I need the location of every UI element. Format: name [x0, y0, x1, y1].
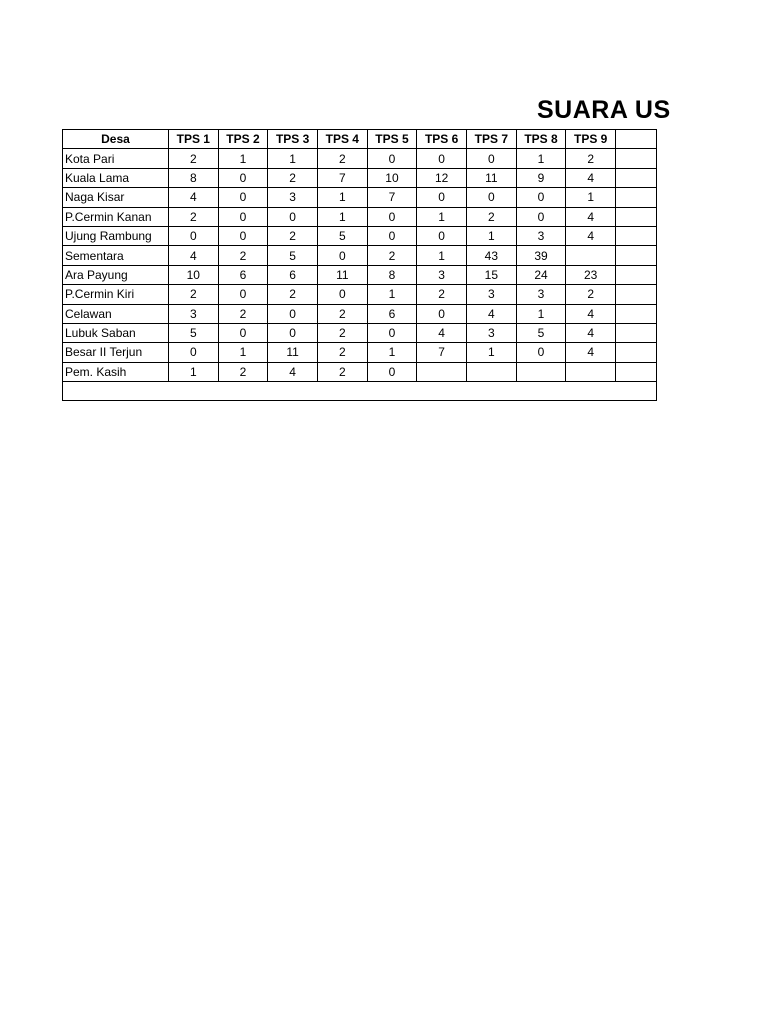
- cell-tps-5: 6: [367, 304, 417, 323]
- cell-desa: Kota Pari: [63, 149, 169, 168]
- cell-tps-3: 1: [268, 149, 318, 168]
- sheet-title: SUARA US: [537, 96, 671, 124]
- cell-tps-4: 2: [317, 323, 367, 342]
- cell-tps-5: 0: [367, 207, 417, 226]
- cell-tps-5: 0: [367, 323, 417, 342]
- table-row: [63, 149, 657, 168]
- cell-tps-6: 1: [417, 207, 467, 226]
- cell-tps-3: 11: [268, 343, 318, 362]
- cell-tps-6: 0: [417, 149, 467, 168]
- cell-tps-2: 1: [218, 343, 268, 362]
- cell-tps-4: 2: [317, 362, 367, 381]
- table-row: [63, 188, 657, 207]
- cell-tps-6: 0: [417, 226, 467, 245]
- cell-desa: Ara Payung: [63, 265, 169, 284]
- cell-tps-9: [566, 246, 616, 265]
- vote-table: [62, 129, 657, 401]
- cell-desa: Lubuk Saban: [63, 323, 169, 342]
- cell-tps-7: 3: [466, 323, 516, 342]
- cell-tps-8: 1: [516, 149, 566, 168]
- cell-tps-7: 1: [466, 343, 516, 362]
- cell-clipped: [616, 226, 657, 245]
- cell-tps-2: 0: [218, 188, 268, 207]
- cell-tps-3: 0: [268, 323, 318, 342]
- cell-tps-4: 7: [317, 168, 367, 187]
- cell-tps-7: 1: [466, 226, 516, 245]
- cell-desa: Pem. Kasih: [63, 362, 169, 381]
- cell-tps-9: 4: [566, 168, 616, 187]
- cell-tps-3: 4: [268, 362, 318, 381]
- cell-tps-8: 3: [516, 285, 566, 304]
- cell-tps-9: 4: [566, 207, 616, 226]
- cell-tps-6: 3: [417, 265, 467, 284]
- table-container: [62, 129, 657, 403]
- cell-tps-5: 0: [367, 226, 417, 245]
- cell-tps-4: 0: [317, 285, 367, 304]
- column-header-tps-5: TPS 5: [367, 130, 417, 149]
- cell-tps-3: 6: [268, 265, 318, 284]
- cell-tps-8: 5: [516, 323, 566, 342]
- column-header-tps-3: TPS 3: [268, 130, 318, 149]
- table-footer-row: [63, 382, 657, 401]
- table-row: [63, 362, 657, 381]
- cell-tps-2: 0: [218, 207, 268, 226]
- cell-tps-3: 2: [268, 226, 318, 245]
- cell-tps-4: 0: [317, 246, 367, 265]
- table-row: [63, 323, 657, 342]
- cell-tps-4: 1: [317, 207, 367, 226]
- cell-clipped: [616, 343, 657, 362]
- cell-tps-8: [516, 362, 566, 381]
- cell-tps-4: 2: [317, 343, 367, 362]
- column-header-tps-1: TPS 1: [168, 130, 218, 149]
- cell-tps-9: 23: [566, 265, 616, 284]
- cell-desa: P.Cermin Kiri: [63, 285, 169, 304]
- cell-tps-1: 0: [168, 343, 218, 362]
- column-header-tps-4: TPS 4: [317, 130, 367, 149]
- cell-clipped: [616, 285, 657, 304]
- column-header-tps-6: TPS 6: [417, 130, 467, 149]
- cell-clipped: [616, 265, 657, 284]
- cell-desa: Celawan: [63, 304, 169, 323]
- cell-tps-6: 4: [417, 323, 467, 342]
- cell-tps-7: [466, 362, 516, 381]
- cell-tps-1: 5: [168, 323, 218, 342]
- column-header-tps-9: TPS 9: [566, 130, 616, 149]
- cell-tps-4: 5: [317, 226, 367, 245]
- cell-desa: Sementara: [63, 246, 169, 265]
- cell-tps-2: 2: [218, 304, 268, 323]
- cell-tps-7: 43: [466, 246, 516, 265]
- cell-tps-6: [417, 362, 467, 381]
- table-body: [63, 149, 657, 401]
- cell-desa: Naga Kisar: [63, 188, 169, 207]
- cell-tps-3: 2: [268, 285, 318, 304]
- cell-tps-9: 4: [566, 304, 616, 323]
- cell-tps-7: 2: [466, 207, 516, 226]
- cell-desa: Ujung Rambung: [63, 226, 169, 245]
- cell-tps-6: 12: [417, 168, 467, 187]
- cell-clipped: [616, 168, 657, 187]
- cell-tps-4: 1: [317, 188, 367, 207]
- cell-tps-9: 4: [566, 323, 616, 342]
- table-row: [63, 246, 657, 265]
- cell-tps-7: 15: [466, 265, 516, 284]
- cell-tps-8: 9: [516, 168, 566, 187]
- cell-tps-1: 8: [168, 168, 218, 187]
- cell-tps-3: 3: [268, 188, 318, 207]
- cell-tps-6: 7: [417, 343, 467, 362]
- column-header-clipped: [616, 130, 657, 149]
- cell-tps-1: 1: [168, 362, 218, 381]
- cell-tps-9: 2: [566, 285, 616, 304]
- cell-clipped: [616, 149, 657, 168]
- cell-tps-8: 0: [516, 207, 566, 226]
- cell-clipped: [616, 207, 657, 226]
- cell-tps-5: 0: [367, 362, 417, 381]
- cell-tps-7: 0: [466, 149, 516, 168]
- cell-tps-1: 3: [168, 304, 218, 323]
- cell-tps-3: 0: [268, 304, 318, 323]
- cell-tps-1: 2: [168, 285, 218, 304]
- cell-tps-7: 3: [466, 285, 516, 304]
- column-header-tps-8: TPS 8: [516, 130, 566, 149]
- footer-cell: [63, 382, 657, 401]
- cell-tps-2: 1: [218, 149, 268, 168]
- cell-tps-2: 0: [218, 323, 268, 342]
- cell-tps-1: 2: [168, 149, 218, 168]
- cell-tps-9: 1: [566, 188, 616, 207]
- table-row: [63, 265, 657, 284]
- cell-tps-2: 6: [218, 265, 268, 284]
- cell-desa: Kuala Lama: [63, 168, 169, 187]
- table-row: [63, 226, 657, 245]
- cell-tps-5: 1: [367, 285, 417, 304]
- cell-tps-3: 0: [268, 207, 318, 226]
- cell-tps-5: 10: [367, 168, 417, 187]
- cell-tps-6: 2: [417, 285, 467, 304]
- cell-clipped: [616, 323, 657, 342]
- title-container: [500, 92, 671, 128]
- cell-clipped: [616, 362, 657, 381]
- cell-tps-5: 8: [367, 265, 417, 284]
- cell-clipped: [616, 188, 657, 207]
- cell-desa: P.Cermin Kanan: [63, 207, 169, 226]
- cell-tps-8: 3: [516, 226, 566, 245]
- cell-tps-2: 2: [218, 246, 268, 265]
- cell-tps-4: 11: [317, 265, 367, 284]
- cell-tps-2: 0: [218, 226, 268, 245]
- cell-tps-1: 2: [168, 207, 218, 226]
- cell-clipped: [616, 246, 657, 265]
- column-header-tps-2: TPS 2: [218, 130, 268, 149]
- table-row: [63, 285, 657, 304]
- cell-tps-5: 1: [367, 343, 417, 362]
- cell-tps-7: 11: [466, 168, 516, 187]
- cell-tps-4: 2: [317, 304, 367, 323]
- cell-tps-6: 0: [417, 188, 467, 207]
- cell-tps-2: 0: [218, 285, 268, 304]
- cell-tps-9: 2: [566, 149, 616, 168]
- cell-tps-6: 1: [417, 246, 467, 265]
- cell-tps-3: 2: [268, 168, 318, 187]
- cell-tps-1: 10: [168, 265, 218, 284]
- table-row: [63, 343, 657, 362]
- cell-clipped: [616, 304, 657, 323]
- cell-tps-3: 5: [268, 246, 318, 265]
- cell-desa: Besar II Terjun: [63, 343, 169, 362]
- column-header-desa: Desa: [63, 130, 169, 149]
- cell-tps-7: 4: [466, 304, 516, 323]
- cell-tps-8: 0: [516, 188, 566, 207]
- cell-tps-8: 1: [516, 304, 566, 323]
- cell-tps-1: 0: [168, 226, 218, 245]
- column-header-tps-7: TPS 7: [466, 130, 516, 149]
- cell-tps-6: 0: [417, 304, 467, 323]
- table-row: [63, 207, 657, 226]
- table-row: [63, 304, 657, 323]
- table-header-row: [63, 130, 657, 149]
- cell-tps-7: 0: [466, 188, 516, 207]
- cell-tps-8: 0: [516, 343, 566, 362]
- cell-tps-1: 4: [168, 246, 218, 265]
- table-row: [63, 168, 657, 187]
- cell-tps-5: 7: [367, 188, 417, 207]
- cell-tps-9: 4: [566, 226, 616, 245]
- cell-tps-2: 2: [218, 362, 268, 381]
- cell-tps-2: 0: [218, 168, 268, 187]
- cell-tps-9: 4: [566, 343, 616, 362]
- cell-tps-5: 0: [367, 149, 417, 168]
- cell-tps-1: 4: [168, 188, 218, 207]
- cell-tps-8: 39: [516, 246, 566, 265]
- cell-tps-9: [566, 362, 616, 381]
- cell-tps-4: 2: [317, 149, 367, 168]
- cell-tps-8: 24: [516, 265, 566, 284]
- cell-tps-5: 2: [367, 246, 417, 265]
